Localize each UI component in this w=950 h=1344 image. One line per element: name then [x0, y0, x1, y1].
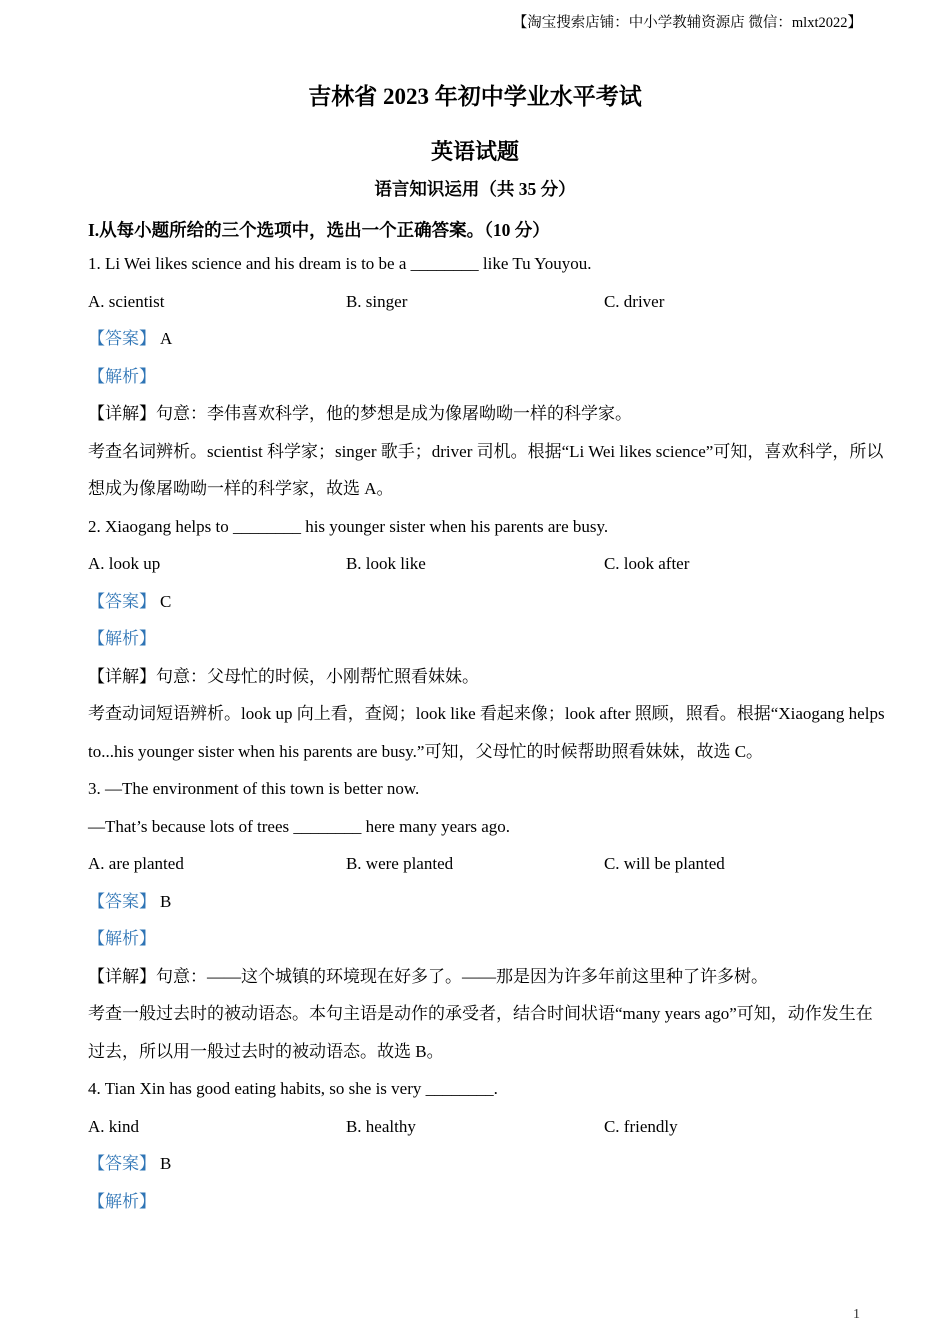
analysis-line — [88, 1190, 862, 1214]
section-heading: 语言知识运用（共 35 分） — [374, 179, 576, 199]
answer-label: 【答案】 — [88, 891, 156, 911]
options-row — [88, 290, 862, 314]
detail-line: 【详解】句意：——这个城镇的环境现在好多了。——那是因为许多年前这里种了许多树。 — [88, 966, 768, 986]
detail-line: 考查动词短语辨析。look up 向上看，查阅；look like 看起来像；look after 照顾，照看。根据“Xiaogang helps — [88, 704, 885, 723]
store-watermark: 【淘宝搜索店铺：中小学教辅资源店 微信：mlxt2022】 — [512, 15, 862, 31]
question-block-2 — [88, 515, 885, 764]
answer-label: 【答案】 — [88, 329, 156, 348]
detail-line: 【详解】句意：父母忙的时候，小刚帮忙照看妹妹。 — [88, 666, 479, 686]
detail-line: to...his younger sister when his parents are busy.”可知，父母忙的时候帮助照看妹妹，故选 C。 — [88, 741, 764, 761]
option-c: C. will be planted — [603, 854, 725, 873]
analysis-label: 【解析】 — [88, 366, 156, 386]
answer-value: A — [160, 329, 173, 348]
analysis-line — [88, 365, 862, 389]
analysis-label: 【解析】 — [88, 929, 156, 948]
answer-line — [88, 590, 862, 614]
option-a: A. kind — [88, 1116, 139, 1136]
question-stem: —That’s because lots of trees ________ here many years ago. — [88, 816, 511, 836]
analysis-label: 【解析】 — [88, 1191, 156, 1211]
question-block-4 — [88, 1077, 862, 1214]
question-stem: 2. Xiaogang helps to ________ his younger sister when his parents are busy. — [88, 516, 609, 536]
option-a: A. scientist — [88, 291, 165, 311]
options-row — [88, 1115, 862, 1139]
detail-line: 想成为像屠呦呦一样的科学家，故选 A。 — [88, 479, 394, 498]
detail-line: 【详解】句意：李伟喜欢科学，他的梦想是成为像屠呦呦一样的科学家。 — [88, 404, 632, 423]
option-c: C. friendly — [603, 1116, 678, 1136]
analysis-line — [88, 627, 862, 651]
page-title: 吉林省 2023 年初中学业水平考试 — [308, 84, 642, 109]
page-number: 1 — [853, 1307, 860, 1322]
option-a: A. are planted — [88, 854, 184, 873]
option-b: B. look like — [345, 554, 426, 573]
question-block-3 — [88, 777, 873, 1064]
detail-line: 过去，所以用一般过去时的被动语态。故选 B。 — [88, 1041, 444, 1061]
question-block-1 — [88, 252, 884, 501]
option-c: C. look after — [603, 554, 690, 573]
option-b: B. healthy — [345, 1116, 416, 1136]
answer-line — [88, 890, 862, 914]
option-a: A. look up — [88, 554, 161, 573]
answer-value: C — [160, 591, 172, 611]
page-subtitle: 英语试题 — [430, 139, 519, 164]
question-stem: 4. Tian Xin has good eating habits, so she is very ________. — [88, 1079, 498, 1098]
option-c: C. driver — [603, 291, 665, 311]
option-b: B. singer — [345, 291, 408, 311]
answer-line — [88, 1152, 862, 1176]
question-stem: 1. Li Wei likes science and his dream is to be a ________ like Tu Youyou. — [88, 254, 592, 273]
analysis-line — [88, 927, 862, 951]
options-row — [88, 552, 862, 576]
question-stem: 3. —The environment of this town is better now. — [88, 779, 420, 798]
answer-label: 【答案】 — [88, 591, 156, 611]
options-row — [88, 852, 862, 876]
answer-value: B — [160, 1154, 172, 1173]
option-b: B. were planted — [345, 854, 454, 873]
detail-line: 考查一般过去时的被动语态。本句主语是动作的承受者，结合时间状语“many years ago”可知，动作发生在 — [88, 1004, 873, 1023]
analysis-label: 【解析】 — [88, 629, 156, 648]
section-instruction: I.从每小题所给的三个选项中，选出一个正确答案。（10 分） — [88, 220, 550, 240]
answer-value: B — [160, 891, 172, 911]
answer-line — [88, 327, 862, 351]
answer-label: 【答案】 — [88, 1154, 156, 1173]
detail-line: 考查名词辨析。scientist 科学家；singer 歌手；driver 司机。根据“Li Wei likes science”可知，喜欢科学，所以 — [88, 441, 884, 461]
